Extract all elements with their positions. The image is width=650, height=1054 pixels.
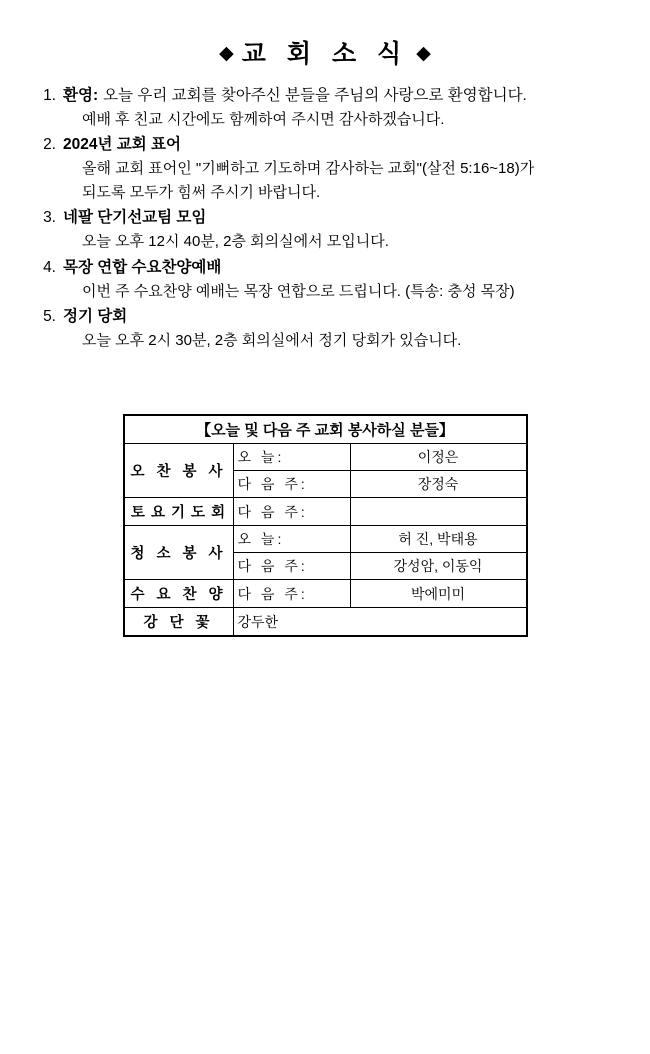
table-row xyxy=(124,498,527,526)
volunteer-table xyxy=(123,414,528,637)
notice-inline-text: 오늘 우리 교회를 찾아주신 분들을 주님의 사랑으로 환영합니다. xyxy=(103,87,527,104)
notice-heading xyxy=(34,305,630,329)
table-row xyxy=(124,608,527,637)
notice-body-line: 이번 주 수요찬양 예배는 목장 연합으로 드립니다. (특송: 충성 목장) xyxy=(82,282,515,300)
notice-body-line: 되도록 모두가 힘써 주시기 바랍니다. xyxy=(82,183,321,201)
row-label-lunch-service: 오 찬 봉 사 xyxy=(124,444,234,498)
who-cell: 허 진, 박태용 xyxy=(350,526,527,553)
notice-number: 2. xyxy=(43,136,56,154)
who-cell xyxy=(350,498,527,526)
notice-item xyxy=(34,84,630,131)
when-label: 다 음 주 xyxy=(237,585,301,602)
notice-item xyxy=(34,206,630,253)
notice-title: 목장 연합 수요찬양예배 xyxy=(63,258,222,276)
when-cell xyxy=(233,444,350,471)
when-label: 다 음 주 xyxy=(237,476,301,493)
row-label-cleaning-service: 청 소 봉 사 xyxy=(124,526,234,580)
when-label: 다 음 주 xyxy=(237,558,301,575)
volunteer-table-wrapper xyxy=(0,414,650,637)
when-label: 오 늘 xyxy=(237,449,278,466)
diamond-left-icon: ◆ xyxy=(219,43,234,64)
notice-item xyxy=(34,305,630,352)
notice-title: 정기 당회 xyxy=(63,308,128,326)
notice-body-line: 올해 교회 표어인 "기뻐하고 기도하며 감사하는 교회"(살전 5:16~18)가 xyxy=(82,160,535,178)
volunteer-table-caption: 【오늘 및 다음 주 교회 봉사하실 분들】 xyxy=(124,415,527,444)
colon-mark: : xyxy=(300,476,305,493)
notice-title: 2024년 교회 표어 xyxy=(63,136,181,154)
when-cell xyxy=(233,471,350,498)
notice-number: 1. xyxy=(43,87,56,104)
notice-list xyxy=(34,84,630,352)
table-caption-row xyxy=(124,415,527,444)
colon-mark: : xyxy=(300,558,305,575)
colon-mark: : xyxy=(277,531,282,548)
notice-number: 5. xyxy=(43,308,56,326)
who-cell: 강두한 xyxy=(233,608,527,637)
bulletin-page xyxy=(0,34,650,1054)
diamond-right-icon: ◆ xyxy=(416,43,431,64)
row-label-pulpit-flower: 강 단 꽃 xyxy=(124,608,234,637)
when-label: 다 음 주 xyxy=(237,503,301,520)
notice-title: 네팔 단기선교팀 모임 xyxy=(63,209,207,227)
when-label: 오 늘 xyxy=(237,531,278,548)
colon-mark: : xyxy=(300,503,305,520)
notice-body xyxy=(82,108,630,131)
table-row xyxy=(124,526,527,553)
notice-body xyxy=(82,329,630,352)
notice-body-line: 예배 후 친교 시간에도 함께하여 주시면 감사하겠습니다. xyxy=(82,111,445,129)
who-cell: 박에미미 xyxy=(350,580,527,608)
notice-number: 4. xyxy=(43,258,56,276)
colon-mark: : xyxy=(300,585,305,602)
notice-title: 환영: xyxy=(63,87,99,104)
page-title xyxy=(0,34,650,70)
notice-heading xyxy=(34,84,630,108)
when-cell xyxy=(233,580,350,608)
notice-number: 3. xyxy=(43,209,56,227)
notice-body-line: 오늘 오후 2시 30분, 2층 회의실에서 정기 당회가 있습니다. xyxy=(82,332,462,350)
notice-body-line: 오늘 오후 12시 40분, 2층 회의실에서 모입니다. xyxy=(82,233,389,251)
notice-heading xyxy=(34,133,630,157)
table-row xyxy=(124,580,527,608)
page-title-text: 교 회 소 식 xyxy=(241,40,409,68)
who-cell: 이정은 xyxy=(350,444,527,471)
when-cell xyxy=(233,526,350,553)
table-row xyxy=(124,444,527,471)
when-cell xyxy=(233,498,350,526)
notice-item xyxy=(34,256,630,303)
who-cell: 강성암, 이동익 xyxy=(350,553,527,580)
row-label-wednesday-praise: 수 요 찬 양 xyxy=(124,580,234,608)
row-label-saturday-prayer: 토 요 기 도 회 xyxy=(124,498,234,526)
notice-heading xyxy=(34,256,630,280)
notice-body xyxy=(82,280,630,303)
notice-body xyxy=(82,230,630,253)
notice-heading xyxy=(34,206,630,230)
notice-item xyxy=(34,133,630,204)
who-cell: 장정숙 xyxy=(350,471,527,498)
colon-mark: : xyxy=(277,449,282,466)
when-cell xyxy=(233,553,350,580)
notice-body xyxy=(82,157,630,204)
